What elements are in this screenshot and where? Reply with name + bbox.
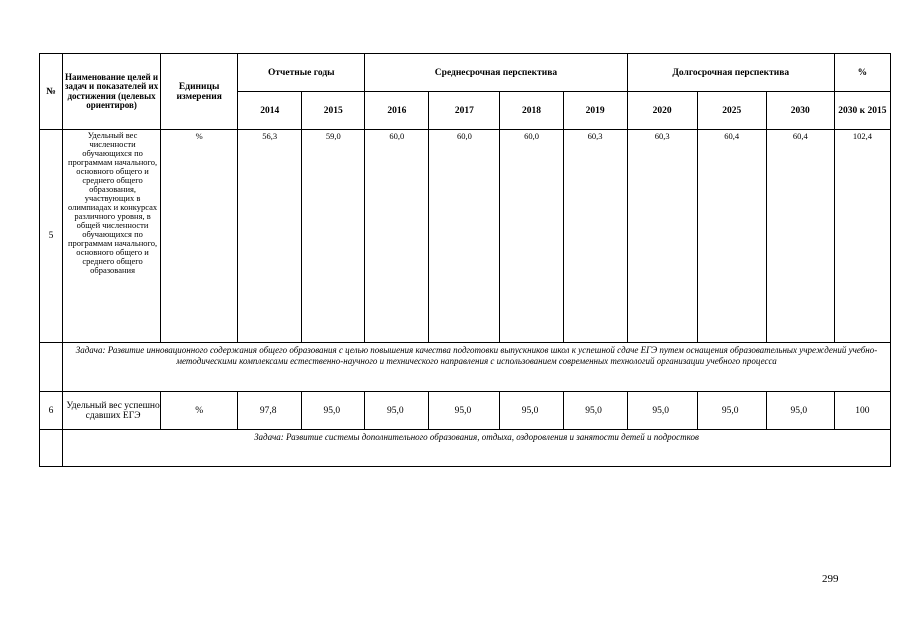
value-cell: 60,3	[627, 130, 697, 343]
header-year: 2017	[429, 92, 500, 130]
unit-cell: %	[161, 392, 238, 430]
value-cell: 97,8	[238, 392, 302, 430]
row-number: 5	[40, 130, 63, 343]
header-reported-years: Отчетные годы	[238, 54, 365, 92]
empty-cell	[40, 343, 63, 392]
indicator-name: Удельный вес численности обучающихся по программам начального, основного общего и среднего общего образования, участвующих в олимпиадах и конкурсах различного уровня, в общей численности обучающихся по программам начального, основного общего и среднего общего образования	[63, 130, 161, 343]
header-mid-term: Среднесрочная перспектива	[365, 54, 627, 92]
value-cell: 60,4	[697, 130, 766, 343]
row-number: 6	[40, 392, 63, 430]
value-cell: 95,0	[766, 392, 834, 430]
empty-cell	[40, 430, 63, 467]
header-units: Единицы измерения	[161, 54, 238, 130]
task-row	[40, 430, 891, 467]
header-year: 2016	[365, 92, 429, 130]
header-name: Наименование целей и задач и показателей их достижения (целевых ориентиров)	[63, 54, 161, 130]
pct-cell: 102,4	[834, 130, 890, 343]
value-cell: 60,0	[429, 130, 500, 343]
value-cell: 60,0	[500, 130, 563, 343]
indicators-table	[39, 53, 891, 467]
header-pct-label: 2030 к 2015	[834, 92, 890, 130]
header-year: 2025	[697, 92, 766, 130]
value-cell: 95,0	[500, 392, 563, 430]
header-year: 2014	[238, 92, 302, 130]
header-year: 2030	[766, 92, 834, 130]
table-row	[40, 392, 891, 430]
value-cell: 60,4	[766, 130, 834, 343]
value-cell: 56,3	[238, 130, 302, 343]
value-cell: 95,0	[429, 392, 500, 430]
task-text: Задача: Развитие системы дополнительного образования, отдыха, оздоровления и занятости детей и подростков	[63, 430, 891, 467]
task-text: Задача: Развитие инновационного содержания общего образования с целью повышения качества подготовки выпускников школ к успешной сдаче ЕГЭ путем оснащения образовательных учреждений учебно-методическими комплексами естественно-научного и технического направления с использованием современных технологий организации учебного процесса	[63, 343, 891, 392]
value-cell: 95,0	[302, 392, 365, 430]
header-long-term: Долгосрочная перспектива	[627, 54, 834, 92]
header-year: 2015	[302, 92, 365, 130]
value-cell: 95,0	[697, 392, 766, 430]
pct-cell: 100	[834, 392, 890, 430]
header-year: 2019	[563, 92, 627, 130]
value-cell: 95,0	[627, 392, 697, 430]
value-cell: 95,0	[365, 392, 429, 430]
header-year: 2020	[627, 92, 697, 130]
page-number: 299	[822, 573, 839, 585]
header-no: №	[40, 54, 63, 130]
value-cell: 95,0	[563, 392, 627, 430]
value-cell: 60,0	[365, 130, 429, 343]
indicator-name: Удельный вес успешно сдавших ЕГЭ	[63, 392, 161, 430]
table-row	[40, 130, 891, 343]
value-cell: 59,0	[302, 130, 365, 343]
header-row-1	[40, 54, 891, 92]
value-cell: 60,3	[563, 130, 627, 343]
header-year: 2018	[500, 92, 563, 130]
unit-cell: %	[161, 130, 238, 343]
header-percent: %	[834, 54, 890, 92]
task-row	[40, 343, 891, 392]
